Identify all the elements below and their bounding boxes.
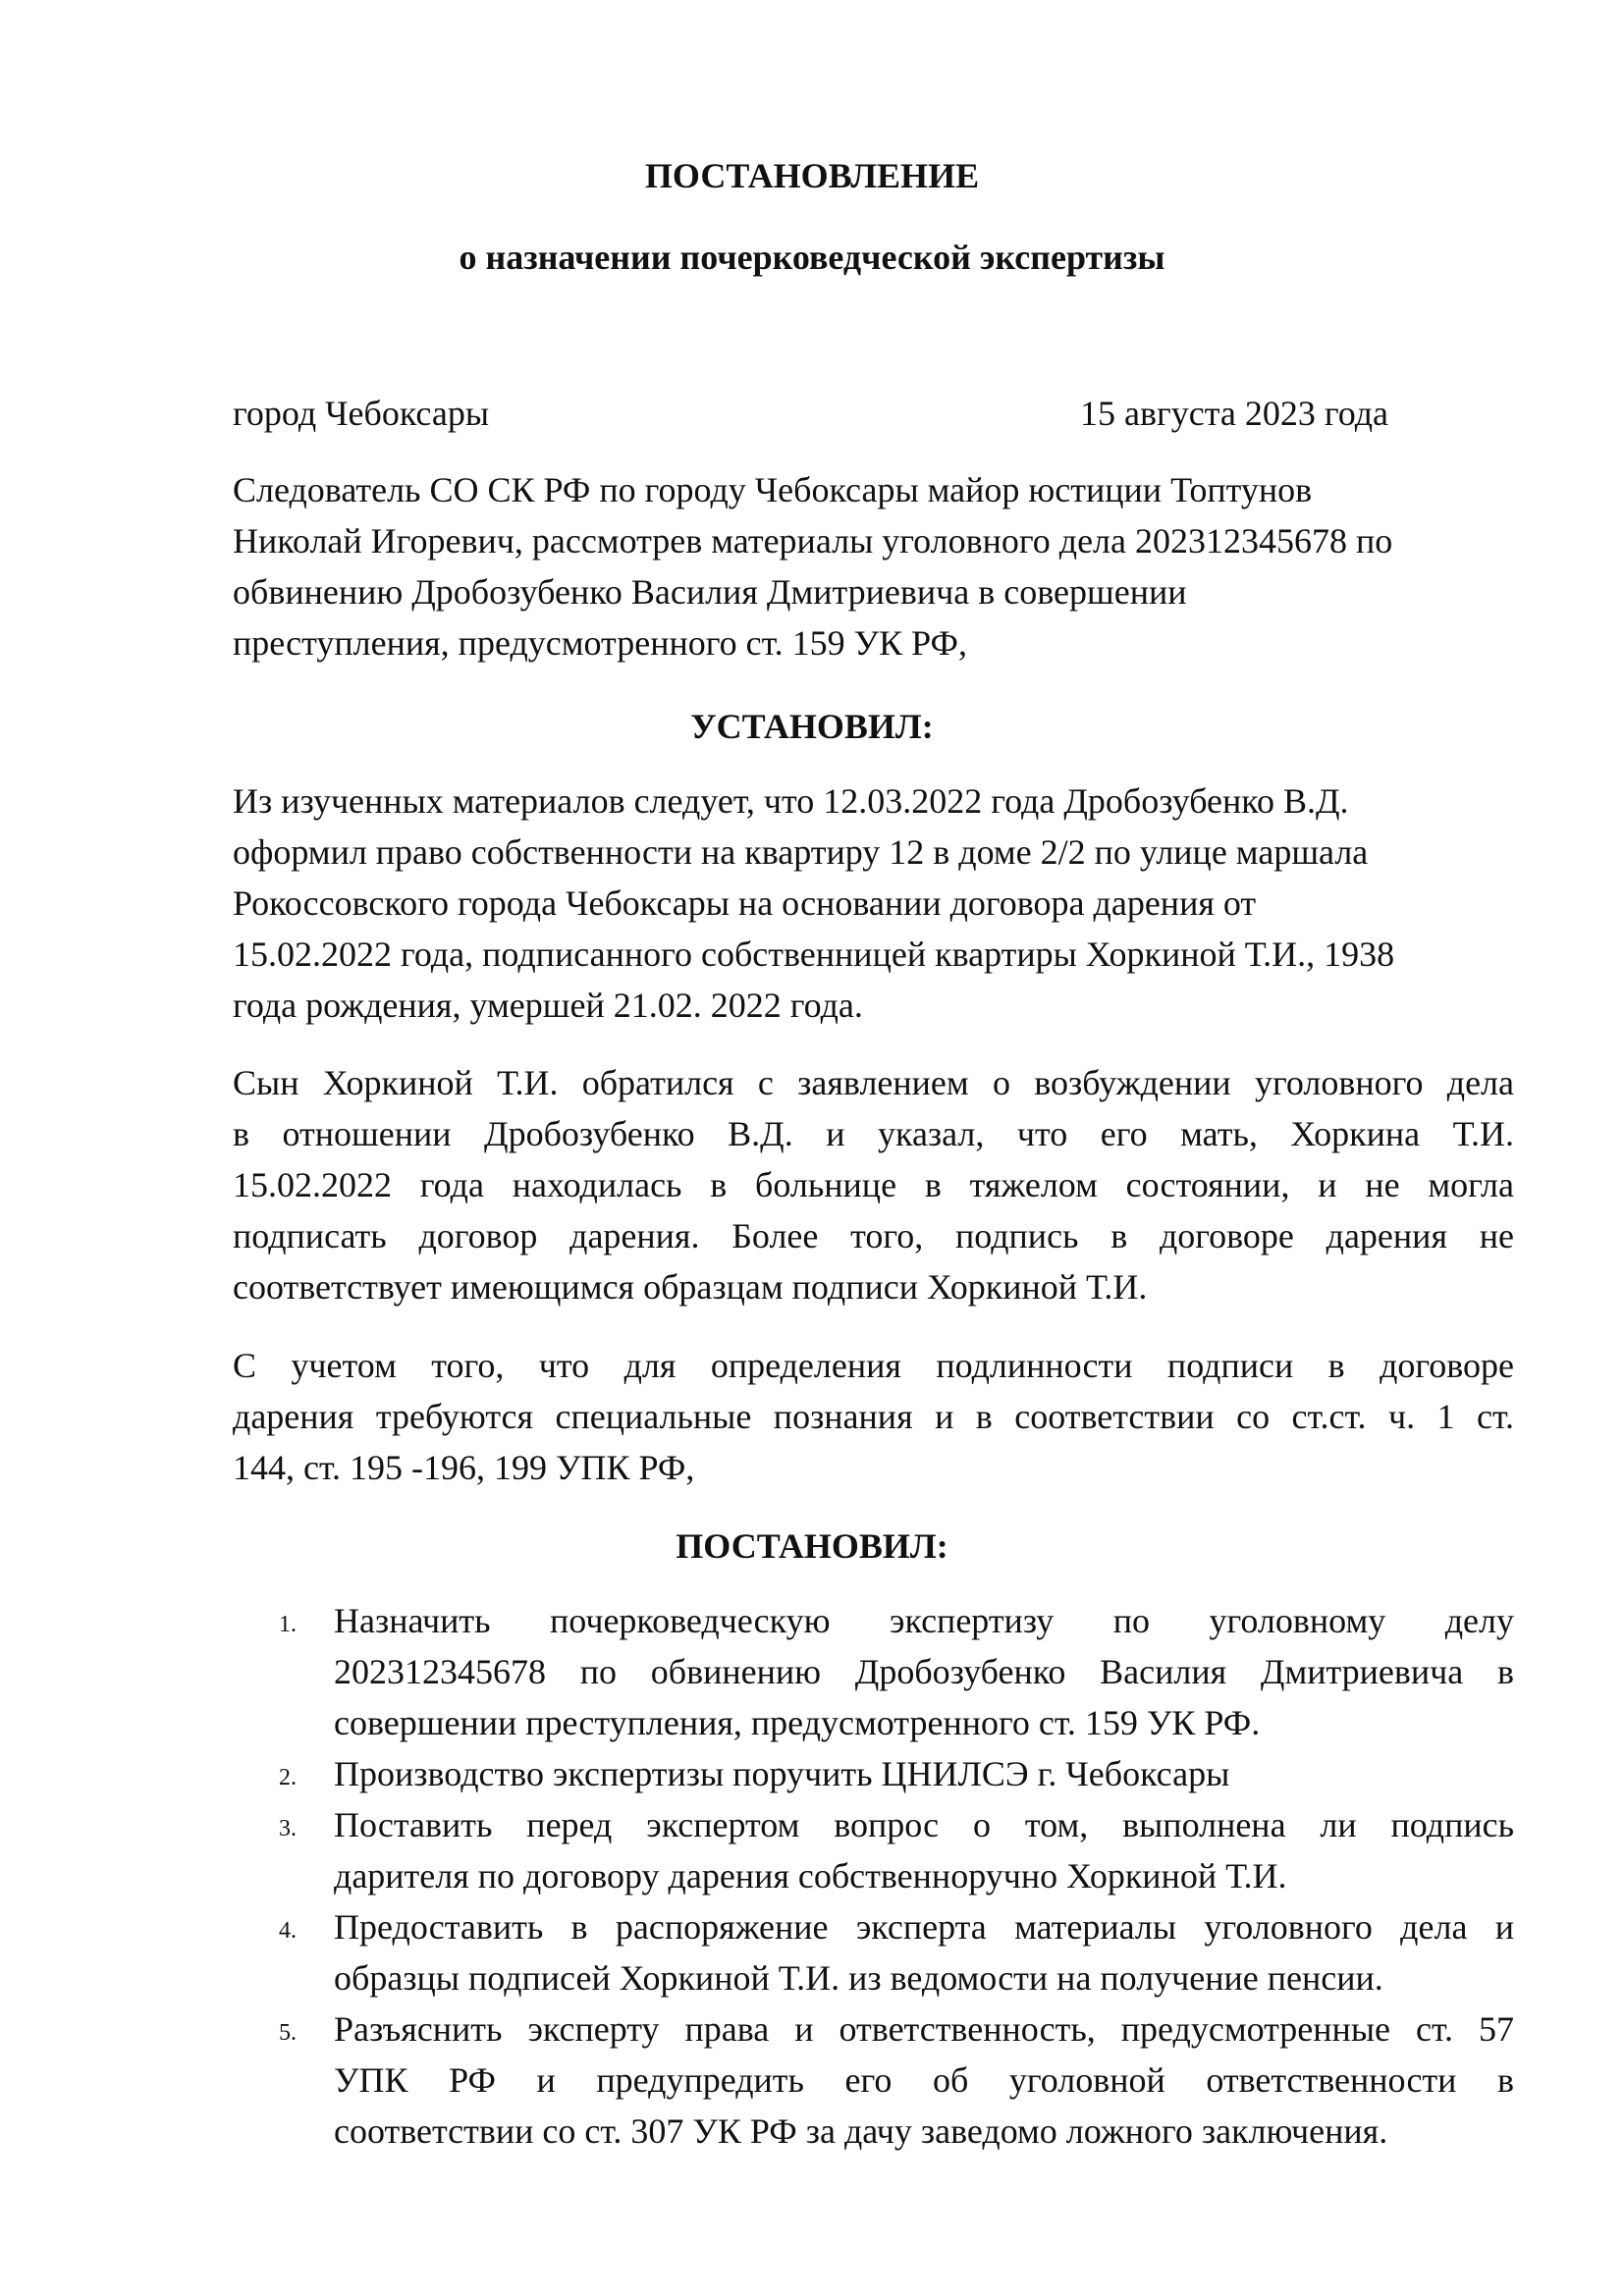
decision-line: УПК РФ и предупредить его об уголовной ответственности в bbox=[334, 2060, 1514, 2100]
city-label: город Чебоксары bbox=[233, 394, 490, 433]
established-paragraph-1 bbox=[233, 775, 1514, 1031]
intro-line: преступления, предусмотренного ст. 159 УК РФ, bbox=[233, 623, 967, 663]
decision-line: Назначить почерковедческую экспертизу по уголовному делу bbox=[334, 1601, 1514, 1640]
decision-item bbox=[233, 1901, 1514, 2003]
paragraph-line: 144, ст. 195 -196, 199 УПК РФ, bbox=[233, 1448, 695, 1487]
decision-line: образцы подписей Хоркиной Т.И. из ведомости на получение пенсии. bbox=[334, 1958, 1383, 1998]
paragraph-line: Рокоссовского города Чебоксары на основании договора дарения от bbox=[233, 883, 1257, 923]
paragraph-line: года рождения, умершей 21.02. 2022 года. bbox=[233, 986, 863, 1025]
intro-line: Следователь СО СК РФ по городу Чебоксары майор юстиции Топтунов bbox=[233, 470, 1313, 509]
paragraph-line: 15.02.2022 года, подписанного собственницей квартиры Хоркиной Т.И., 1938 bbox=[233, 934, 1395, 974]
decision-item bbox=[233, 1748, 1514, 1799]
decision-line: Производство экспертизы поручить ЦНИЛСЭ г. Чебоксары bbox=[334, 1754, 1230, 1793]
decision-number: 1. bbox=[279, 1612, 297, 1637]
paragraph-line: С учетом того, что для определения подлинности подписи в договоре bbox=[233, 1346, 1514, 1385]
paragraph-line: Сын Хоркиной Т.И. обратился с заявлением о возбуждении уголовного дела bbox=[233, 1063, 1514, 1102]
decision-line: Поставить перед экспертом вопрос о том, выполнена ли подпись bbox=[334, 1805, 1514, 1844]
decisions-list bbox=[233, 1595, 1514, 2157]
decision-item bbox=[233, 2003, 1514, 2157]
document-title: ПОСТАНОВЛЕНИЕ bbox=[644, 156, 980, 195]
established-heading: УСТАНОВИЛ: bbox=[690, 707, 934, 746]
decision-line: соответствии со ст. 307 УК РФ за дачу заведомо ложного заключения. bbox=[334, 2111, 1388, 2151]
intro-line: обвинению Дробозубенко Василия Дмитриевича в совершении bbox=[233, 572, 1187, 612]
intro-paragraph bbox=[233, 464, 1514, 668]
established-paragraph-2 bbox=[233, 1057, 1514, 1312]
decision-line: дарителя по договору дарения собственноручно Хоркиной Т.И. bbox=[334, 1856, 1287, 1896]
paragraph-line: оформил право собственности на квартиру 12 в доме 2/2 по улице маршала bbox=[233, 832, 1369, 872]
decision-line: Разъяснить эксперту права и ответственность, предусмотренные ст. 57 bbox=[334, 2009, 1514, 2049]
decision-item bbox=[233, 1799, 1514, 1901]
paragraph-line: в отношении Дробозубенко В.Д. и указал, что его мать, Хоркина Т.И. bbox=[233, 1114, 1514, 1153]
decision-number: 3. bbox=[279, 1816, 297, 1842]
decided-heading: ПОСТАНОВИЛ: bbox=[676, 1526, 948, 1566]
paragraph-line: подписать договор дарения. Более того, подпись в договоре дарения не bbox=[233, 1216, 1514, 1255]
decision-line: Предоставить в распоряжение эксперта материалы уголовного дела и bbox=[334, 1907, 1514, 1947]
paragraph-line: соответствует имеющимся образцам подписи Хоркиной Т.И. bbox=[233, 1267, 1148, 1307]
intro-line: Николай Игоревич, рассмотрев материалы уголовного дела 202312345678 по bbox=[233, 521, 1393, 561]
decision-line: 202312345678 по обвинению Дробозубенко Василия Дмитриевича в bbox=[334, 1652, 1514, 1691]
established-paragraph-3 bbox=[233, 1340, 1514, 1493]
paragraph-line: дарения требуются специальные познания и в соответствии со ст.ст. ч. 1 ст. bbox=[233, 1397, 1514, 1436]
decision-number: 4. bbox=[279, 1918, 297, 1944]
document-subtitle: о назначении почерковедческой экспертизы bbox=[459, 238, 1165, 277]
document-date: 15 августа 2023 года bbox=[1080, 394, 1388, 433]
paragraph-line: 15.02.2022 года находилась в больнице в тяжелом состоянии, и не могла bbox=[233, 1165, 1514, 1204]
decision-number: 2. bbox=[279, 1765, 297, 1790]
paragraph-line: Из изученных материалов следует, что 12.03.2022 года Дробозубенко В.Д. bbox=[233, 781, 1349, 821]
decision-line: совершении преступления, предусмотренного ст. 159 УК РФ. bbox=[334, 1703, 1261, 1742]
decision-item bbox=[233, 1595, 1514, 1748]
decision-number: 5. bbox=[279, 2020, 297, 2046]
